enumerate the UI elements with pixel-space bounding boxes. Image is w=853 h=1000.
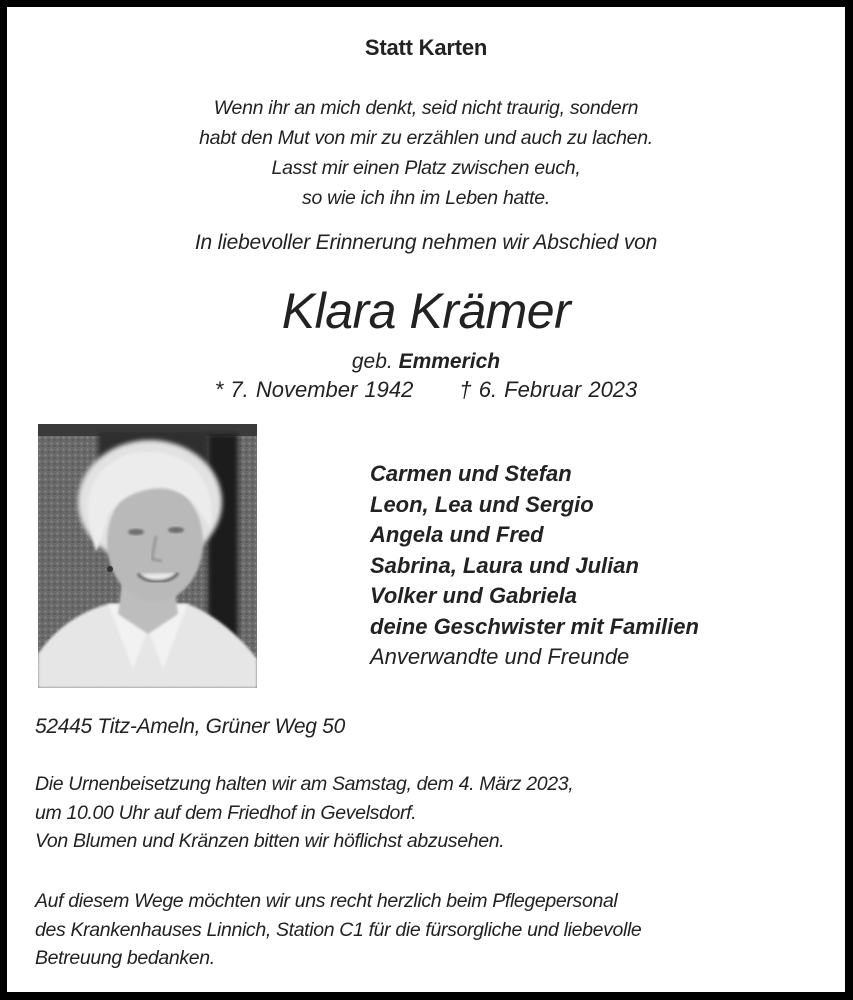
poem-line: Lasst mir einen Platz zwischen euch, [271,157,581,179]
thanks-note [35,887,641,973]
mourner: Sabrina, Laura und Julian [370,552,639,578]
poem [7,93,845,213]
birth-date: * 7. November 1942 [214,377,414,402]
mourner: deine Geschwister mit Familien [370,613,699,639]
thanks-line: Auf diesem Wege möchten wir uns recht herzlich beim Pflegepersonal [35,890,618,912]
life-dates [7,377,845,403]
mourner: Carmen und Stefan [370,461,572,486]
ceremony-line: um 10.00 Uhr auf dem Friedhof in Gevelsdorf. [35,801,417,824]
thanks-line: des Krankenhauses Linnich, Station C1 für die fürsorgliche und liebevolle [35,918,642,941]
mourner: Leon, Lea und Sergio [370,491,594,517]
ceremony-info [35,770,573,856]
thanks-line: Betreuung bedanken. [35,947,215,969]
poem-line: habt den Mut von mir zu erzählen und auch zu lachen. [199,127,653,149]
born-prefix: geb. [351,350,393,373]
mourners-extra: Anverwandte und Freunde [370,644,630,669]
portrait-image [38,424,257,688]
ceremony-line: Die Urnenbeisetzung halten wir am Samstag, dem 4. März 2023, [35,773,574,795]
notice-heading: Statt Karten [364,35,488,60]
mourner: Angela und Fred [370,522,544,547]
poem-line: Wenn ihr an mich denkt, seid nicht traurig, sondern [213,97,639,119]
obituary-notice [7,7,845,992]
intro-text: In liebevoller Erinnerung nehmen wir Abschied von [194,231,658,254]
family-address: 52445 Titz-Ameln, Grüner Weg 50 [35,715,345,738]
deceased-name: Klara Krämer [281,283,571,339]
mourner: Volker und Gabriela [370,583,578,608]
maiden-name: Emmerich [398,350,501,373]
mourners-list [370,459,699,673]
portrait-photo [38,424,257,688]
death-date: † 6. Februar 2023 [459,377,638,402]
maiden-name-line [7,350,845,374]
ceremony-line: Von Blumen und Kränzen bitten wir höflichst abzusehen. [35,830,505,852]
poem-line: so wie ich ihn im Leben hatte. [302,187,550,209]
